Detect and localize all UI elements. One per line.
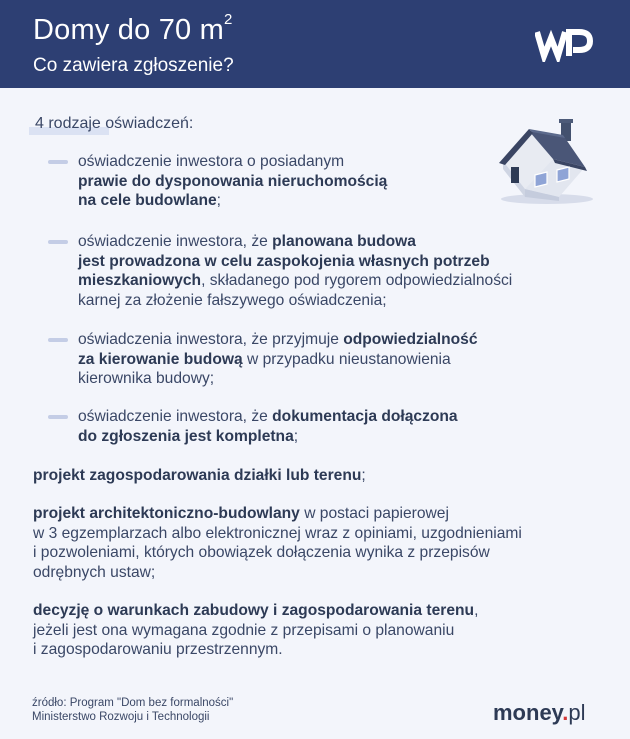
bold-text: na cele budowlane (78, 192, 217, 209)
source-line-1: źródło: Program "Dom bez formalności" (32, 697, 234, 709)
text-segment: ; (293, 427, 299, 445)
house-icon (495, 115, 595, 205)
text-line (78, 191, 387, 211)
text-segment: oświadczenie inwestora, że (78, 233, 273, 250)
source-line-2: Ministerstwo Rozwoju i Technologii (32, 711, 210, 723)
bold-text: jest prowadzona w celu zaspokojenia własnych potrzeb (78, 252, 490, 270)
text-line (78, 271, 512, 291)
item-land-development-plan (33, 466, 366, 486)
text-line (33, 601, 478, 621)
bold-text: do zgłoszenia jest kompletna (78, 427, 294, 445)
bold-text: za kierowanie budową (78, 350, 243, 368)
bold-text: projekt architektoniczno-budowlany (33, 505, 300, 522)
text-line (33, 621, 478, 641)
text-segment: w postaci papierowej (299, 505, 449, 522)
bold-text: mieszkaniowych (78, 272, 202, 289)
text-segment: ; (361, 467, 366, 484)
text-line (33, 524, 522, 544)
text-line (78, 330, 478, 350)
wp-logo (535, 26, 593, 62)
bullet-icon (48, 338, 68, 342)
text-segment: kierownika budowy; (78, 370, 215, 387)
text-line (78, 369, 478, 389)
bold-text: decyzję o warunkach zabudowy i zagospodarowania terenu (33, 602, 475, 619)
text-line (33, 504, 522, 524)
text-line (78, 291, 512, 311)
bold-text: planowana budowa (272, 233, 416, 250)
text-segment: oświadczenie inwestora, że (78, 408, 273, 425)
bold-text: projekt zagospodarowania działki lub terenu (33, 467, 362, 484)
text-segment: odrębnych ustaw; (33, 563, 156, 581)
text-line (33, 466, 366, 486)
header (0, 0, 630, 88)
statement-3 (78, 330, 478, 389)
text-segment: , składanego pod rygorem odpowiedzialności (201, 272, 513, 289)
text-segment: i pozwoleniami, których obowiązek dołączenia wynika z przepisów (33, 544, 490, 561)
item-zoning-decision (33, 601, 478, 660)
title-superscript: 2 (223, 11, 233, 29)
page-title: Domy do 70 $m^2$ (33, 11, 233, 46)
bold-text: prawie do dysponowania nieruchomością (78, 172, 388, 190)
item-architectural-project (33, 504, 522, 582)
source-note (32, 696, 233, 724)
text-segment: , (474, 602, 479, 619)
bold-text: odpowiedzialność (343, 331, 478, 348)
text-segment: ; (216, 192, 221, 209)
bullet-icon (48, 240, 68, 244)
text-segment: i zagospodarowaniu przestrzennym. (33, 641, 283, 658)
text-line (33, 563, 522, 583)
text-line (78, 152, 387, 172)
bullet-icon (48, 160, 68, 164)
text-segment: oświadczenie inwestora o posiadanym (78, 153, 345, 170)
text-segment: jeżeli jest ona wymagana zgodnie z przepisami o planowaniu (33, 621, 455, 639)
text-line (78, 407, 458, 427)
text-line (33, 543, 522, 563)
bold-text: dokumentacja dołączona (272, 408, 458, 425)
text-line (33, 640, 478, 660)
text-segment: w przypadku nieustanowienia (242, 350, 451, 368)
statement-4 (78, 407, 458, 446)
text-line (78, 232, 512, 252)
text-line (78, 172, 387, 192)
text-line (78, 252, 512, 272)
bullet-icon (48, 415, 68, 419)
text-line (78, 427, 458, 447)
content (0, 88, 630, 739)
text-line (78, 350, 478, 370)
statement-1 (78, 152, 387, 211)
brand-logo: money.pl (493, 700, 586, 725)
text-segment: w 3 egzemplarzach albo elektronicznej wraz z opiniami, uzgodnieniami (33, 524, 522, 542)
text-segment: oświadczenia inwestora, że przyjmuje (78, 331, 344, 348)
intro-heading: 4 rodzaje oświadczeń: (35, 115, 194, 132)
statement-2 (78, 232, 512, 310)
text-segment: karnej za złożenie fałszywego oświadczenia; (78, 291, 387, 309)
page-subtitle: Co zawiera zgłoszenie? (33, 55, 234, 76)
